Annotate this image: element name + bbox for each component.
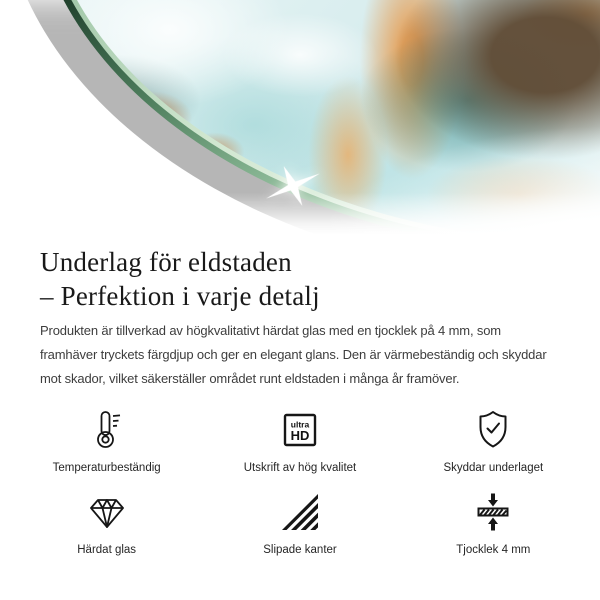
page-title-line1: Underlag för eldstaden — [40, 247, 292, 277]
svg-text:HD: HD — [290, 428, 310, 443]
page-title-line2: – Perfektion i varje detalj — [40, 281, 320, 311]
feature-grid — [10, 407, 590, 557]
feature-temperature-resistant — [10, 407, 203, 475]
feature-thickness — [397, 489, 590, 557]
page-title — [40, 245, 560, 313]
ultra-hd-icon — [278, 408, 322, 452]
diamond-icon — [85, 490, 129, 534]
feature-label: Temperaturbeständig — [52, 462, 161, 474]
feature-label: Härdat glas — [77, 544, 137, 556]
product-description-text: Produkten är tillverkad av högkvalitativt härdat glas med en tjocklek på 4 mm, som framhäver tryckets färgdjup och ger en elegant glans. Den är värmebeständig och skyddar mot skador, vilket säkerställer området runt eldstaden i många år framöver. — [40, 323, 547, 386]
product-description-section — [0, 245, 600, 557]
feature-protects-surface — [397, 407, 590, 475]
thickness-icon — [471, 490, 515, 534]
feature-label: Skyddar underlaget — [443, 462, 544, 474]
shield-check-icon — [471, 408, 515, 452]
feature-polished-edges — [203, 489, 396, 557]
thermometer-icon — [85, 408, 129, 452]
product-hero-image — [0, 0, 600, 235]
beveled-edges-icon — [278, 490, 322, 534]
feature-label: Utskrift av hög kvalitet — [243, 462, 357, 474]
svg-text:ultra: ultra — [290, 419, 310, 430]
feature-label: Slipade kanter — [263, 544, 337, 556]
feature-label: Tjocklek 4 mm — [456, 544, 531, 556]
feature-print-quality — [203, 407, 396, 475]
feature-tempered-glass — [10, 489, 203, 557]
